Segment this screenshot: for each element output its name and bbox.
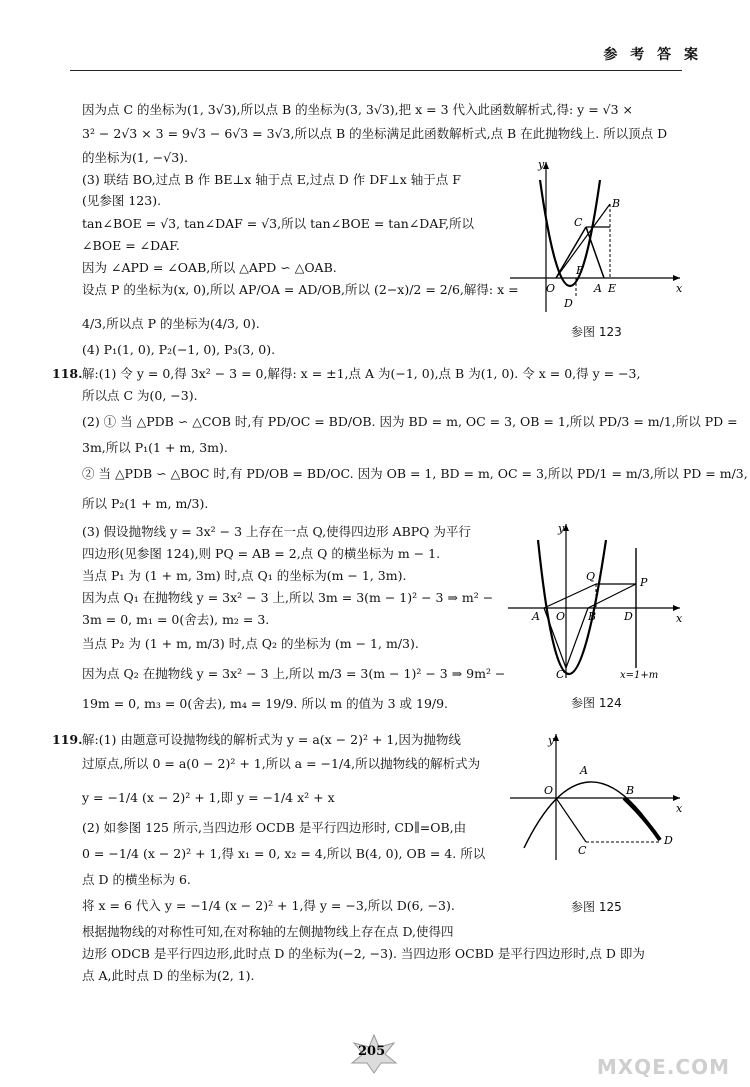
parabola-curve — [540, 180, 600, 286]
point-label-f: F — [576, 264, 584, 277]
x-axis-arrow — [673, 795, 680, 801]
point-label-c: C — [574, 216, 583, 229]
axis-label-x: x — [676, 282, 683, 295]
text-line: 过原点,所以 0 = a(0 − 2)² + 1,所以 a = −1/4,所以抛物线的解析式为 — [82, 756, 481, 771]
text-line: 当点 P₂ 为 (1 + m, m/3) 时,点 Q₂ 的坐标为 (m − 1, m/3). — [82, 636, 419, 651]
point-label-o: O — [544, 784, 554, 797]
point-label-e: E — [608, 282, 617, 295]
text-line: 0 = −1/4 (x − 2)² + 1,得 x₁ = 0, x₂ = 4,所以 B(4, 0), OB = 4. 所以 — [82, 846, 486, 861]
parabola-arc-bd — [624, 798, 660, 840]
x-axis-arrow — [673, 275, 680, 281]
text-line: 因为 ∠APD = ∠OAB,所以 △APD ∽ △OAB. — [82, 260, 337, 275]
text-line: y = −1/4 (x − 2)² + 1,即 y = −1/4 x² + x — [82, 790, 335, 805]
segment-bp — [588, 584, 636, 608]
text-line: 因为点 Q₂ 在抛物线 y = 3x² − 3 上,所以 m/3 = 3(m − 1)² − 3 ⇒ 9m² − — [82, 666, 506, 681]
axis-label-y: y — [558, 522, 565, 535]
text-line: 3m,所以 P₁(1 + m, 3m). — [82, 440, 228, 455]
axis-label-x: x — [676, 612, 683, 625]
point-label-d: D — [624, 610, 633, 623]
point-label-a: A — [532, 610, 540, 623]
axis-label-y: y — [548, 734, 555, 747]
segment-oc — [556, 798, 586, 842]
text-line: 将 x = 6 代入 y = −1/4 (x − 2)² + 1,得 y = −3,所以 D(6, −3). — [82, 898, 455, 913]
point-label-p: P — [640, 576, 648, 589]
text-line: 的坐标为(1, −√3). — [82, 150, 189, 165]
axis-label-y: y — [538, 158, 545, 171]
text-line: 点 A,此时点 D 的坐标为(2, 1). — [82, 968, 255, 983]
point-label-d: D — [564, 297, 573, 310]
segment-cb — [566, 608, 588, 668]
figure-125 — [500, 730, 690, 865]
point-label-b: B — [588, 610, 597, 623]
point-label-a: A — [580, 764, 588, 777]
point-label-b: B — [612, 197, 621, 210]
text-line: 解:(1) 由题意可设抛物线的解析式为 y = a(x − 2)² + 1,因为抛物线 — [82, 732, 461, 747]
segment-aq — [544, 584, 596, 608]
point-label-q: Q — [586, 570, 596, 583]
header-rule — [70, 70, 682, 71]
text-line: (3) 联结 BO,过点 B 作 BE⊥x 轴于点 E,过点 D 作 DF⊥x 轴于点 F — [82, 172, 461, 187]
point-label-d: D — [664, 834, 673, 847]
text-line: (3) 假设抛物线 y = 3x² − 3 上存在一点 Q,使得四边形 ABPQ 为平行 — [82, 524, 471, 539]
point-label-c: C — [578, 844, 587, 857]
text-line: 3m = 0, m₁ = 0(舍去), m₂ = 3. — [82, 612, 270, 627]
figure-124-caption: 参图 124 — [571, 696, 622, 710]
page-number: 205 — [358, 1044, 386, 1059]
axis-label-x: x — [676, 802, 683, 815]
text-line: 当点 P₁ 为 (1 + m, 3m) 时,点 Q₁ 的坐标为(m − 1, 3m). — [82, 568, 407, 583]
text-line: 根据抛物线的对称性可知,在对称轴的左侧抛物线上存在点 D,使得四 — [82, 924, 454, 939]
problem-number: 119. — [52, 732, 83, 747]
watermark: MXQE.COM — [596, 1055, 730, 1079]
point-label-o: O — [556, 610, 566, 623]
text-line: 所以点 C 为(0, −3). — [82, 388, 198, 403]
text-line: 边形 ODCB 是平行四边形,此时点 D 的坐标为(−2, −3). 当四边形 OCBD 是平行四边形时,点 D 即为 — [82, 946, 645, 961]
text-line: (2) 如参图 125 所示,当四边形 OCDB 是平行四边形时, CD∥=OB,由 — [82, 820, 467, 835]
text-line: 因为点 C 的坐标为(1, 3√3),所以点 B 的坐标为(3, 3√3),把 x = 3 代入此函数解析式,得: y = √3 × — [82, 102, 634, 117]
figure-125-caption: 参图 125 — [571, 900, 622, 914]
segment-ca — [586, 227, 604, 278]
point-label-b: B — [626, 784, 635, 797]
figure-123 — [500, 152, 690, 312]
text-line: 19m = 0, m₃ = 0(舍去), m₄ = 19/9. 所以 m 的值为 3 或 19/9. — [82, 696, 449, 711]
text-line: ② 当 △PDB ∽ △BOC 时,有 PD/OB = BD/OC. 因为 OB = 1, BD = m, OC = 3,所以 PD/1 = m/3,所以 PD = m/3, — [82, 466, 748, 481]
text-line: tan∠BOE = √3, tan∠DAF = √3,所以 tan∠BOE = tan∠DAF,所以 — [82, 216, 475, 231]
text-line: ∠BOE = ∠DAF. — [82, 238, 180, 253]
text-line: (4) P₁(1, 0), P₂(−1, 0), P₃(3, 0). — [82, 342, 276, 357]
point-label-c: C — [556, 668, 565, 681]
text-line: (见参图 123). — [82, 193, 162, 208]
text-line: 解:(1) 令 y = 0,得 3x² − 3 = 0,解得: x = ±1,点 A 为(−1, 0),点 B 为(1, 0). 令 x = 0,得 y = −3, — [82, 366, 641, 381]
page-header-title: 参 考 答 案 — [603, 47, 702, 63]
text-line: 3² − 2√3 × 3 = 9√3 − 6√3 = 3√3,所以点 B 的坐标满足此函数解析式,点 B 在此抛物线上. 所以顶点 D — [82, 126, 668, 141]
text-line: 设点 P 的坐标为(x, 0),所以 AP/OA = AD/OB,所以 (2−x)/2 = 2/6,解得: x = — [82, 282, 519, 297]
text-line: 所以 P₂(1 + m, m/3). — [82, 496, 209, 511]
text-line: 因为点 Q₁ 在抛物线 y = 3x² − 3 上,所以 3m = 3(m − 1)² − 3 ⇒ m² − — [82, 590, 494, 605]
figure-124 — [500, 518, 690, 683]
text-line: 点 D 的横坐标为 6. — [82, 872, 191, 887]
problem-number: 118. — [52, 366, 83, 381]
text-line: (2) ① 当 △PDB ∽ △COB 时,有 PD/OC = BD/OB. 因为 BD = m, OC = 3, OB = 1,所以 PD/3 = m/1,所以 PD = — [82, 414, 738, 429]
x-axis-arrow — [673, 605, 680, 611]
line-label: x=1+m — [620, 670, 659, 681]
figure-123-caption: 参图 123 — [571, 325, 622, 339]
point-label-o: O — [546, 282, 556, 295]
point-label-a: A — [594, 282, 602, 295]
text-line: 4/3,所以点 P 的坐标为(4/3, 0). — [82, 316, 260, 331]
text-line: 四边形(见参图 124),则 PQ = AB = 2,点 Q 的横坐标为 m − 1. — [82, 546, 441, 561]
